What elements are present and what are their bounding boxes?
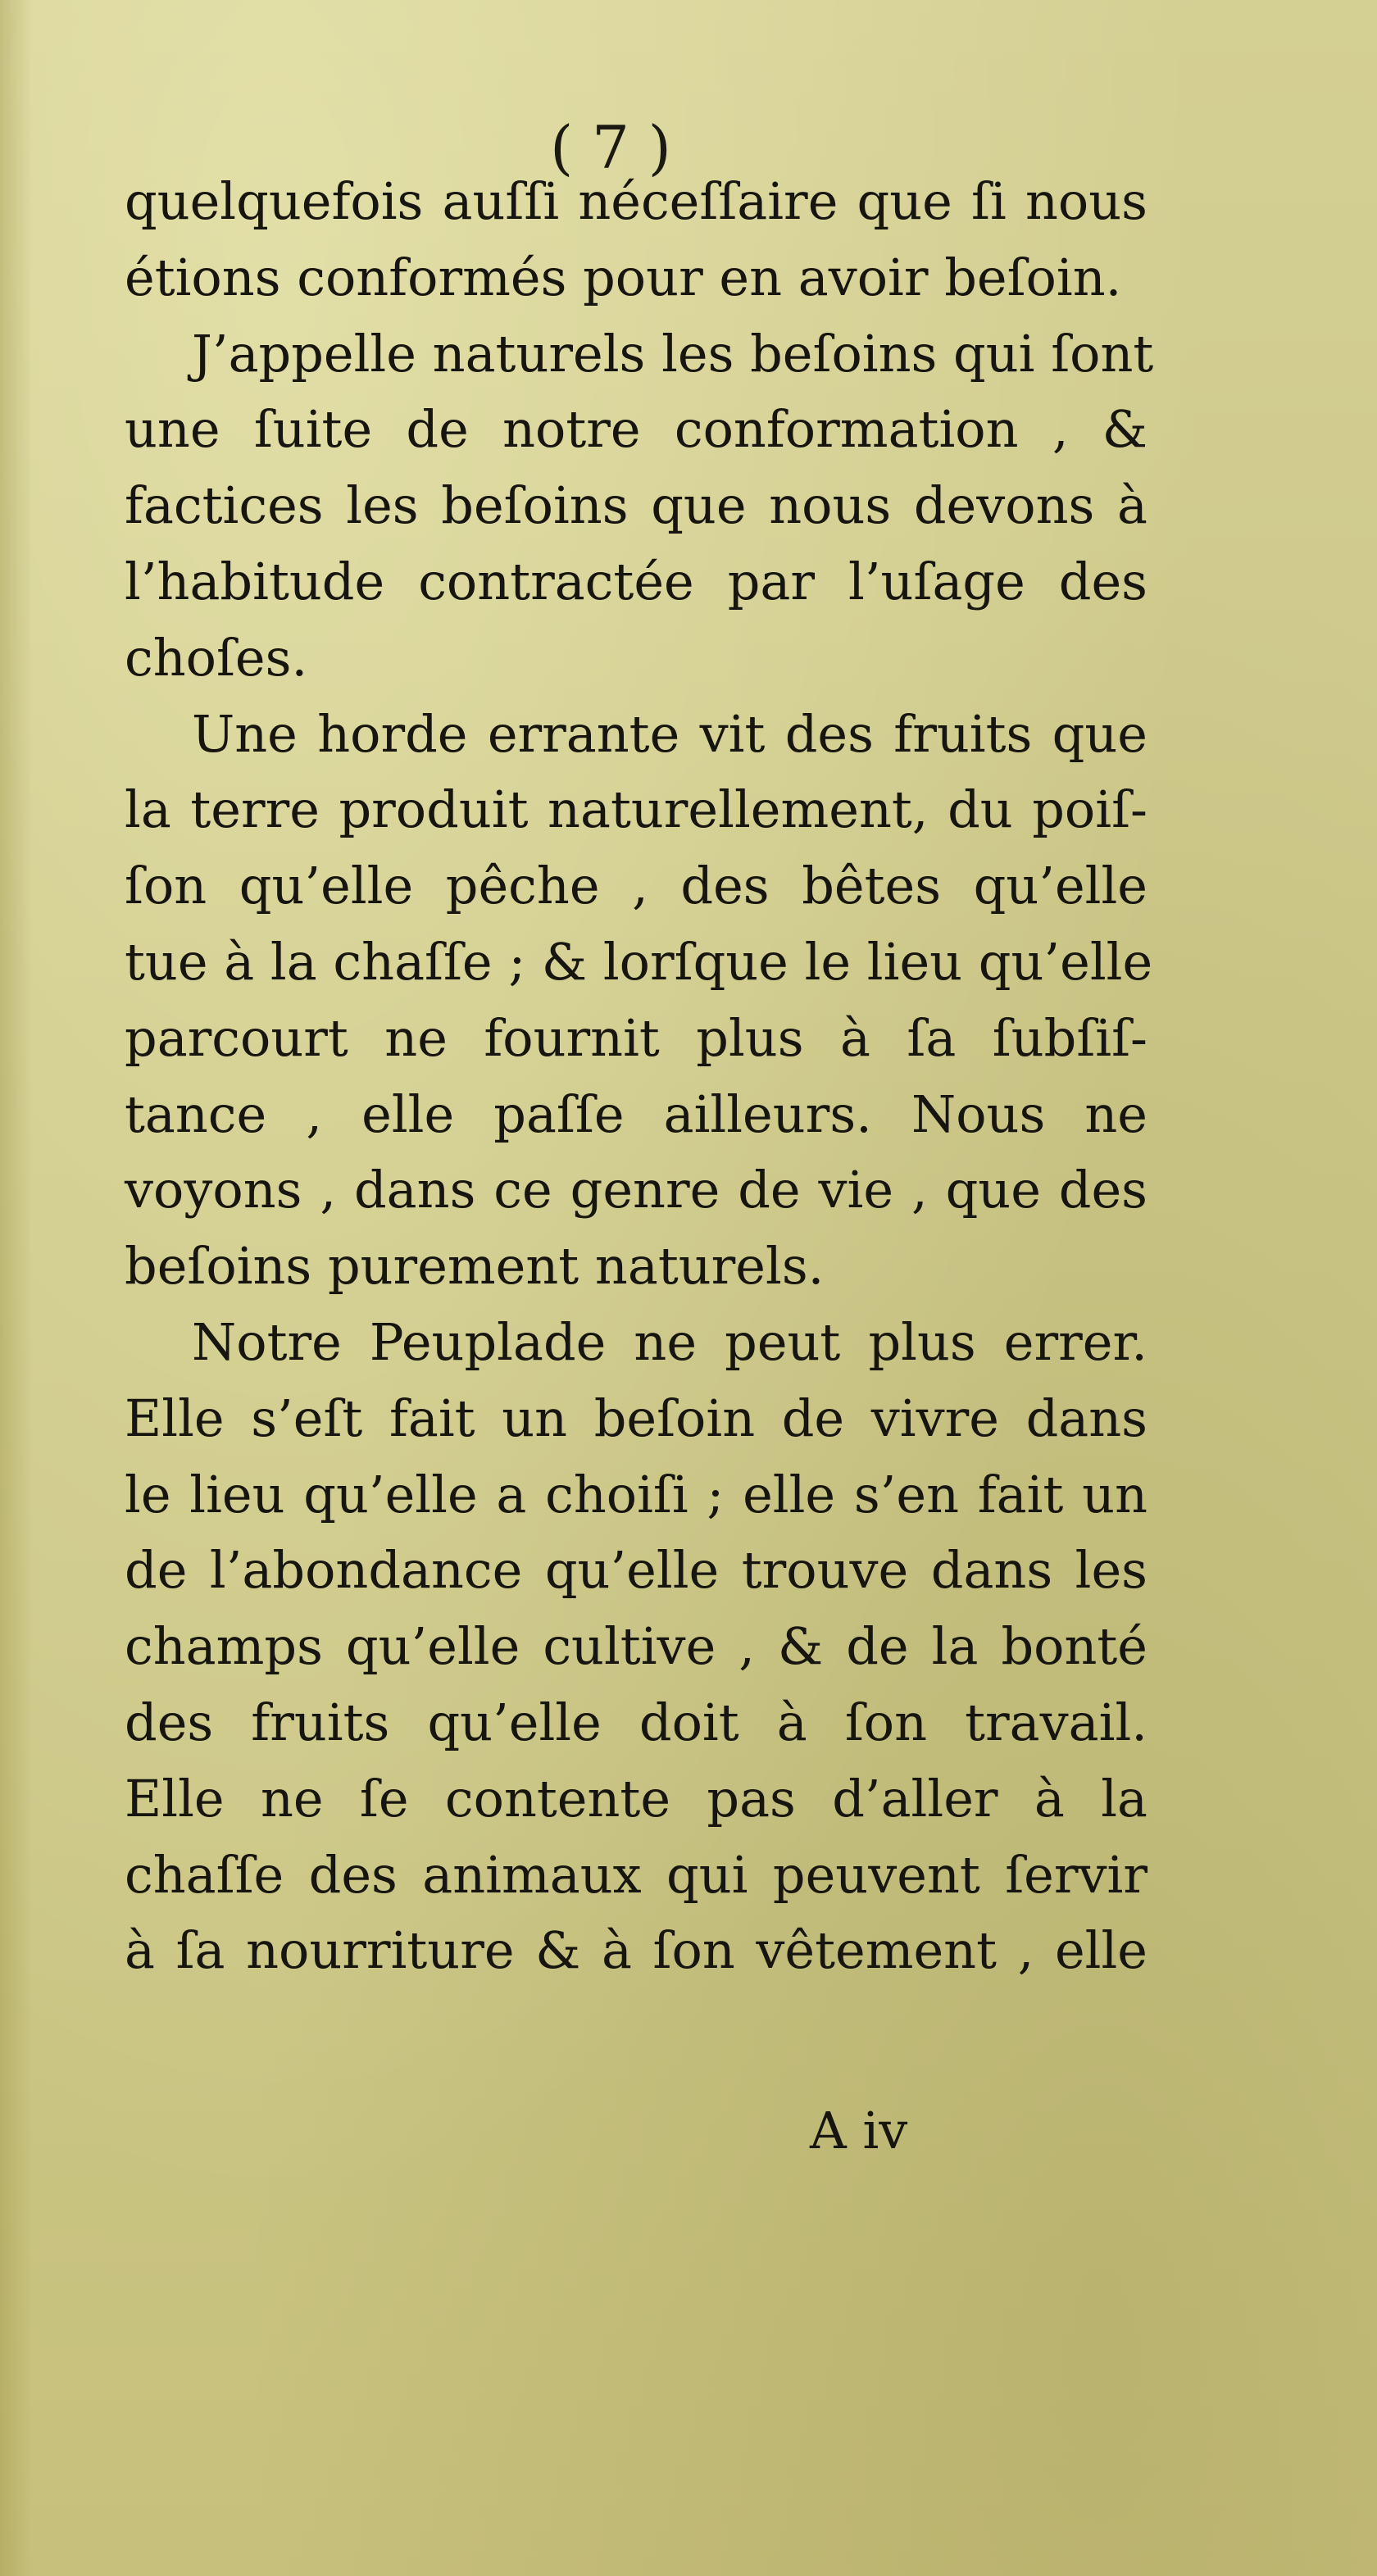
text-line: voyons , dans ce genre de vie , que des	[125, 1160, 1148, 1220]
text-line: parcourt ne fournit plus à ſa ſubſiſ-	[125, 1007, 1148, 1068]
text-line: Elle ne ſe contente pas d’aller à la	[125, 1768, 1148, 1829]
text-line: chaſſe des animaux qui peuvent ſervir	[125, 1844, 1148, 1905]
signature-mark: A iv	[810, 2101, 908, 2160]
text-line: J’appelle naturels les beſoins qui ſont	[192, 323, 1154, 384]
text-line: une ſuite de notre conformation , &	[125, 399, 1148, 460]
text-line: le lieu qu’elle a choiſi ; elle s’en fait un	[125, 1464, 1148, 1524]
text-line: Une horde errante vit des fruits que	[192, 703, 1148, 764]
text-line: l’habitude contractée par l’uſage des	[125, 551, 1148, 611]
text-line: la terre produit naturellement, du poiſ-	[125, 779, 1148, 840]
text-line: Elle s’eſt fait un beſoin de vivre dans	[125, 1388, 1148, 1448]
text-line: tance , elle paſſe ailleurs. Nous ne	[125, 1084, 1148, 1144]
text-line: étions conformés pour en avoir beſoin.	[125, 247, 1122, 307]
text-line: Notre Peuplade ne peut plus errer.	[192, 1311, 1148, 1372]
text-line: quelquefois auſſi néceſſaire que ſi nous	[125, 171, 1148, 231]
text-line: ſon qu’elle pêche , des bêtes qu’elle	[125, 856, 1148, 916]
page-number: ( 7 )	[550, 113, 671, 182]
text-line: des fruits qu’elle doit à ſon travail.	[125, 1692, 1148, 1752]
body-text	[125, 164, 1154, 1989]
text-line: tue à la chaſſe ; & lorſque le lieu qu’elle	[125, 931, 1153, 992]
text-line: champs qu’elle cultive , & de la bonté	[125, 1616, 1148, 1677]
text-line: choſes.	[125, 627, 308, 688]
text-line: à ſa nourriture & à ſon vêtement , elle	[125, 1920, 1148, 1981]
text-line: de l’abondance qu’elle trouve dans les	[125, 1540, 1148, 1601]
text-line: beſoins purement naturels.	[125, 1236, 825, 1297]
text-line: factices les beſoins que nous devons à	[125, 475, 1148, 536]
